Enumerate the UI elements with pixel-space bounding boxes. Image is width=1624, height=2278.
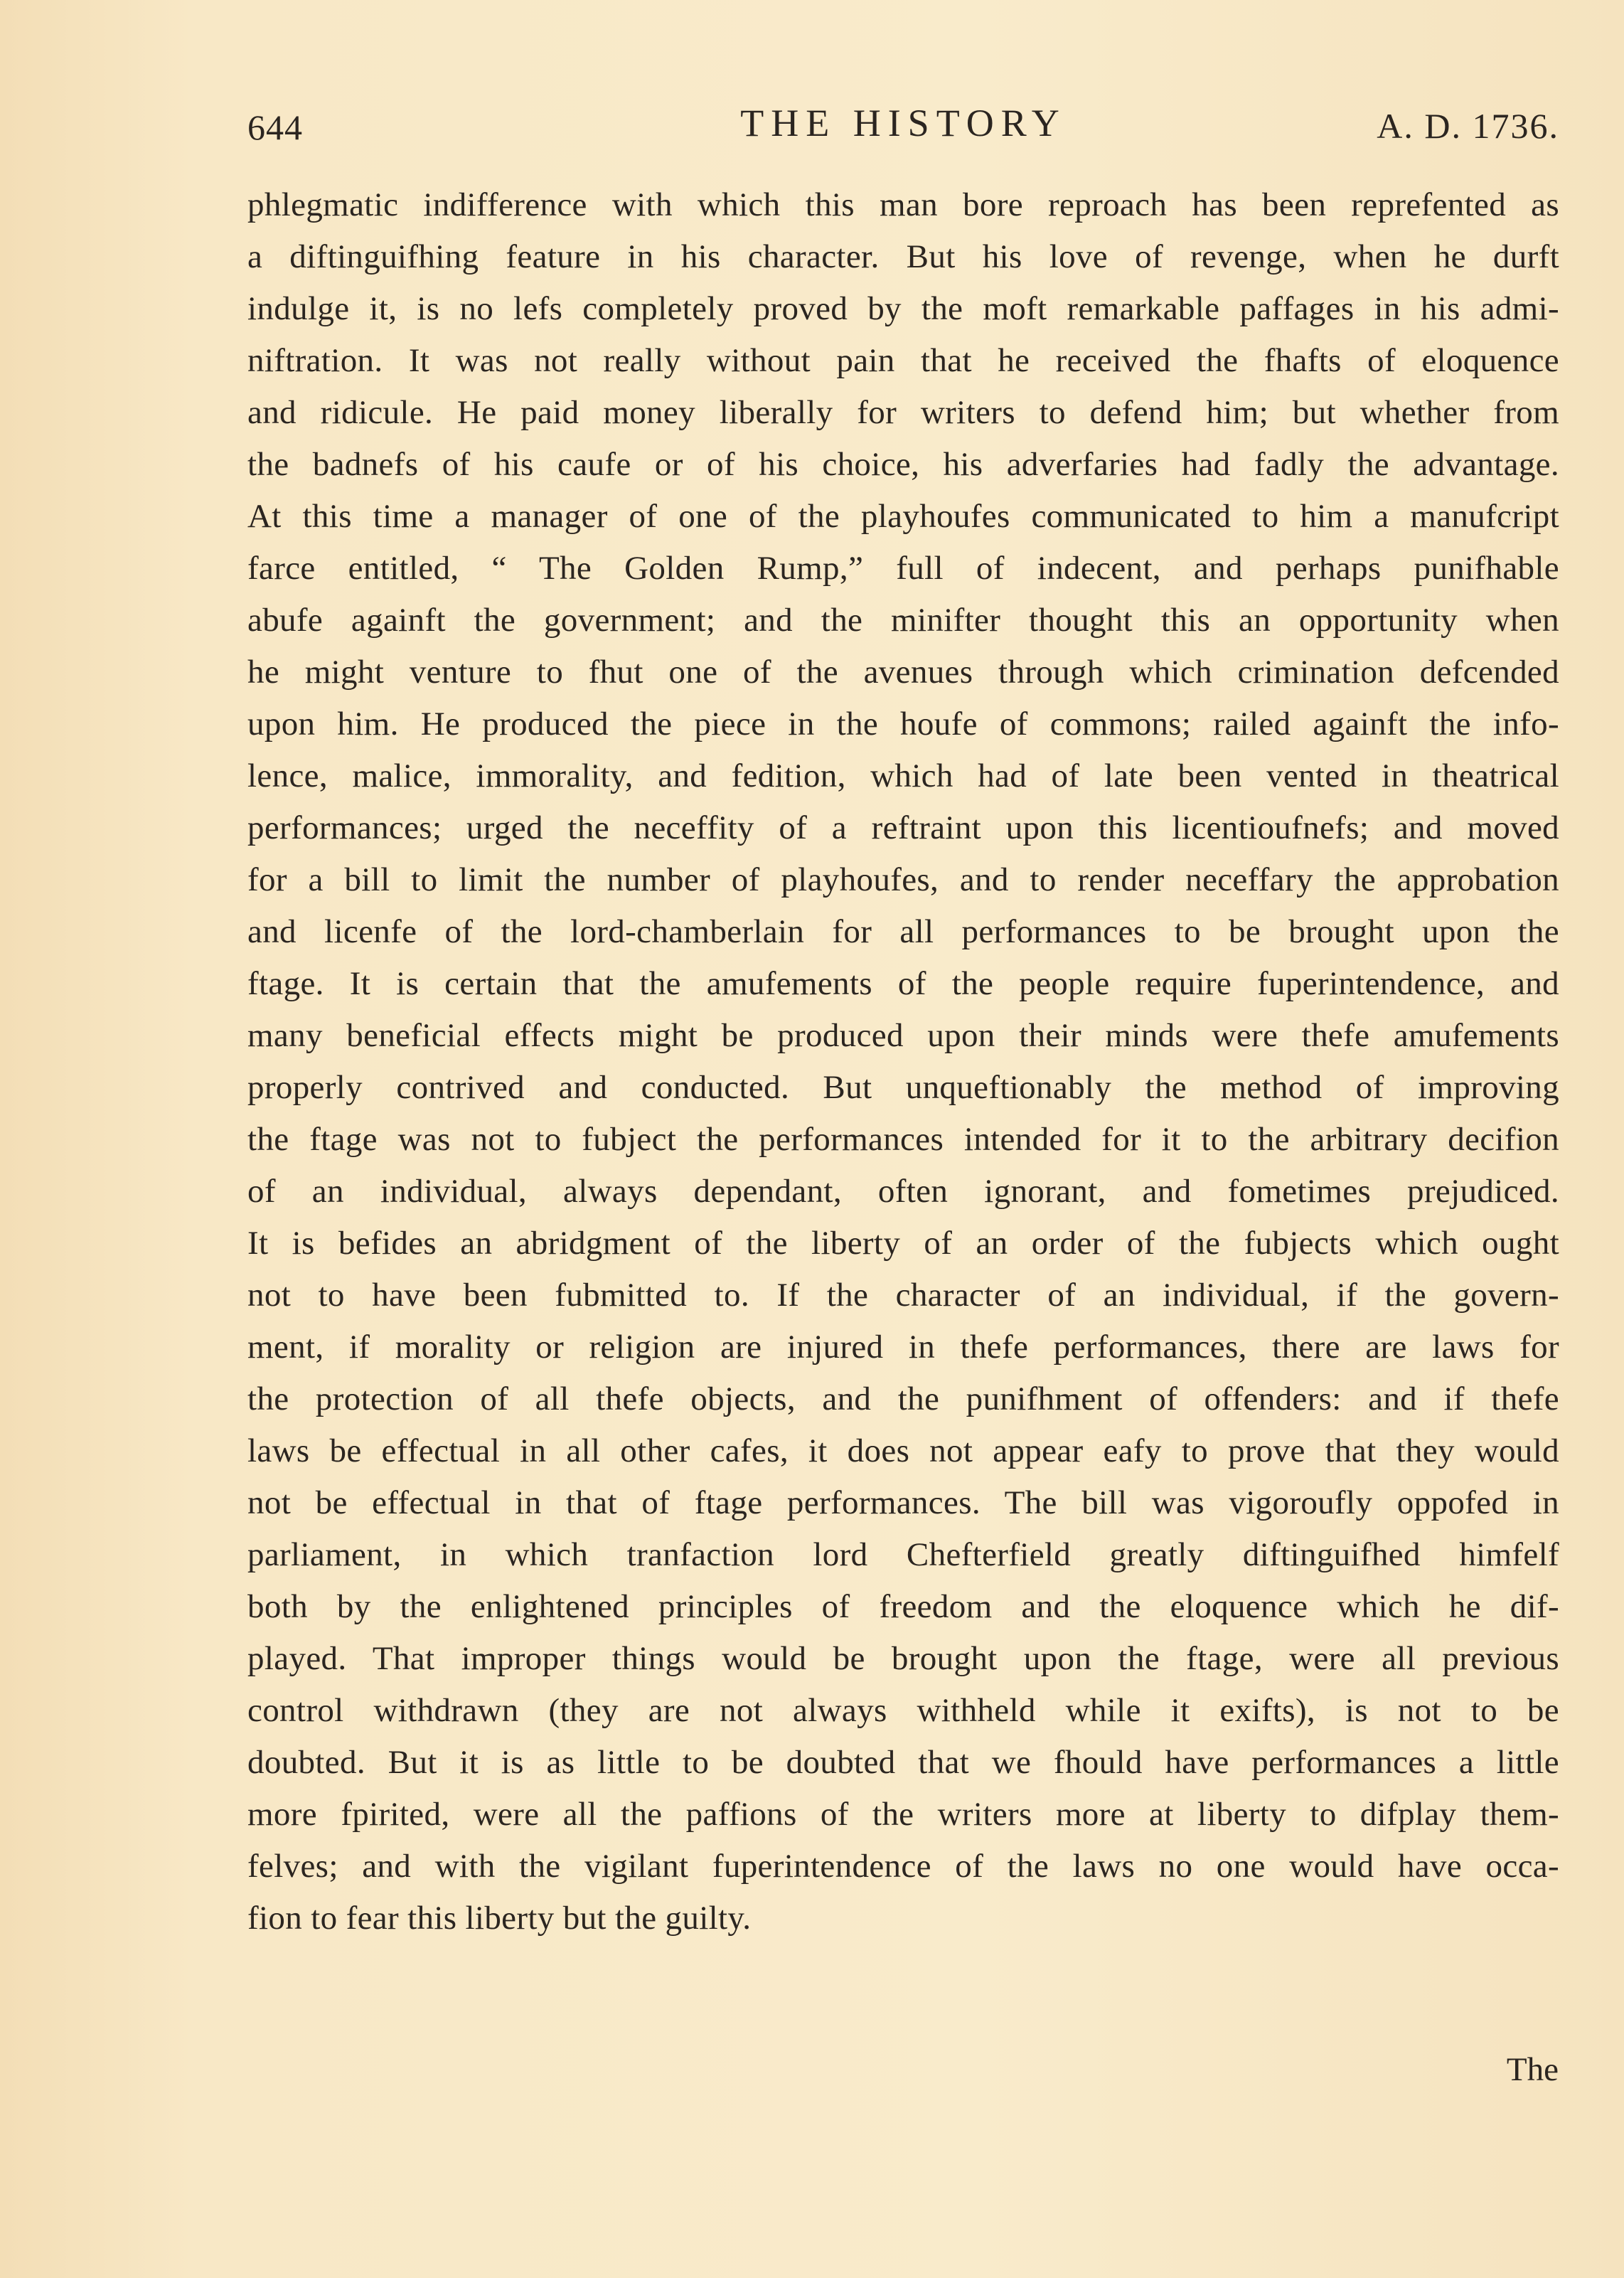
running-head <box>247 101 1559 158</box>
year-marginal: A. D. 1736. <box>1377 106 1559 146</box>
text-line: ment, if morality or religion are injured in thefe performances, there are laws for <box>247 1329 1559 1366</box>
text-line: not be effectual in that of ftage performances. The bill was vigoroufly oppofed in <box>247 1484 1559 1521</box>
text-line: At this time a manager of one of the playhoufes communicated to him a manufcript <box>247 498 1559 535</box>
catchword: The <box>1506 2051 1559 2088</box>
text-line: he might venture to fhut one of the avenues through which crimination defcended <box>247 654 1559 691</box>
text-line: and licenfe of the lord-chamberlain for all performances to be brought upon the <box>247 913 1559 950</box>
text-line: both by the enlightened principles of freedom and the eloquence which he dif- <box>247 1588 1559 1625</box>
text-line: for a bill to limit the number of playhoufes, and to render neceffary the approbation <box>247 861 1559 898</box>
text-line: properly contrived and conducted. But unqueftionably the method of improving <box>247 1069 1559 1106</box>
text-line: the ftage was not to fubject the performances intended for it to the arbitrary decifion <box>247 1121 1559 1158</box>
text-line-last: fion to fear this liberty but the guilty. <box>247 1900 752 1937</box>
text-line: It is befides an abridgment of the liberty of an order of the fubjects which ought <box>247 1225 1559 1262</box>
text-line: played. That improper things would be brought upon the ftage, were all previous <box>247 1640 1559 1677</box>
text-line: the badnefs of his caufe or of his choice, his adverfaries had fadly the advantage. <box>247 446 1559 483</box>
body-text <box>247 179 1559 1944</box>
text-line: parliament, in which tranfaction lord Chefterfield greatly diftinguifhed himfelf <box>247 1536 1559 1573</box>
text-line: not to have been fubmitted to. If the character of an individual, if the govern- <box>247 1277 1559 1314</box>
text-line: farce entitled, “ The Golden Rump,” full of indecent, and perhaps punifhable <box>247 550 1559 587</box>
text-line: lence, malice, immorality, and fedition, which had of late been vented in theatrical <box>247 757 1559 794</box>
text-line: niftration. It was not really without pain that he received the fhafts of eloquence <box>247 342 1559 379</box>
text-line: ftage. It is certain that the amufements of the people require fuperintendence, and <box>247 965 1559 1002</box>
text-line: doubted. But it is as little to be doubted that we fhould have performances a little <box>247 1744 1559 1781</box>
text-line: performances; urged the neceffity of a reftraint upon this licentioufnefs; and moved <box>247 809 1559 846</box>
text-line: indulge it, is no lefs completely proved by the moft remarkable paffages in his admi- <box>247 290 1559 327</box>
page-number: 644 <box>247 107 303 147</box>
running-title: THE HISTORY <box>740 102 1067 144</box>
text-line: felves; and with the vigilant fuperintendence of the laws no one would have occa- <box>247 1848 1559 1885</box>
text-line: control withdrawn (they are not always withheld while it exifts), is not to be <box>247 1692 1559 1729</box>
text-line: of an individual, always dependant, often ignorant, and fometimes prejudiced. <box>247 1173 1559 1210</box>
text-line: more fpirited, were all the paffions of the writers more at liberty to difplay them- <box>247 1796 1559 1833</box>
text-line: laws be effectual in all other cafes, it does not appear eafy to prove that they would <box>247 1432 1559 1469</box>
text-line: a diftinguifhing feature in his character. But his love of revenge, when he durft <box>247 238 1559 275</box>
text-line: the protection of all thefe objects, and the punifhment of offenders: and if thefe <box>247 1380 1559 1417</box>
text-line: and ridicule. He paid money liberally for writers to defend him; but whether from <box>247 394 1559 431</box>
text-line: many beneficial effects might be produced upon their minds were thefe amufements <box>247 1017 1559 1054</box>
text-line: phlegmatic indifference with which this man bore reproach has been reprefented as <box>247 186 1559 223</box>
text-line: abufe againft the government; and the minifter thought this an opportunity when <box>247 602 1559 639</box>
text-line: upon him. He produced the piece in the houfe of commons; railed againft the info- <box>247 706 1559 743</box>
